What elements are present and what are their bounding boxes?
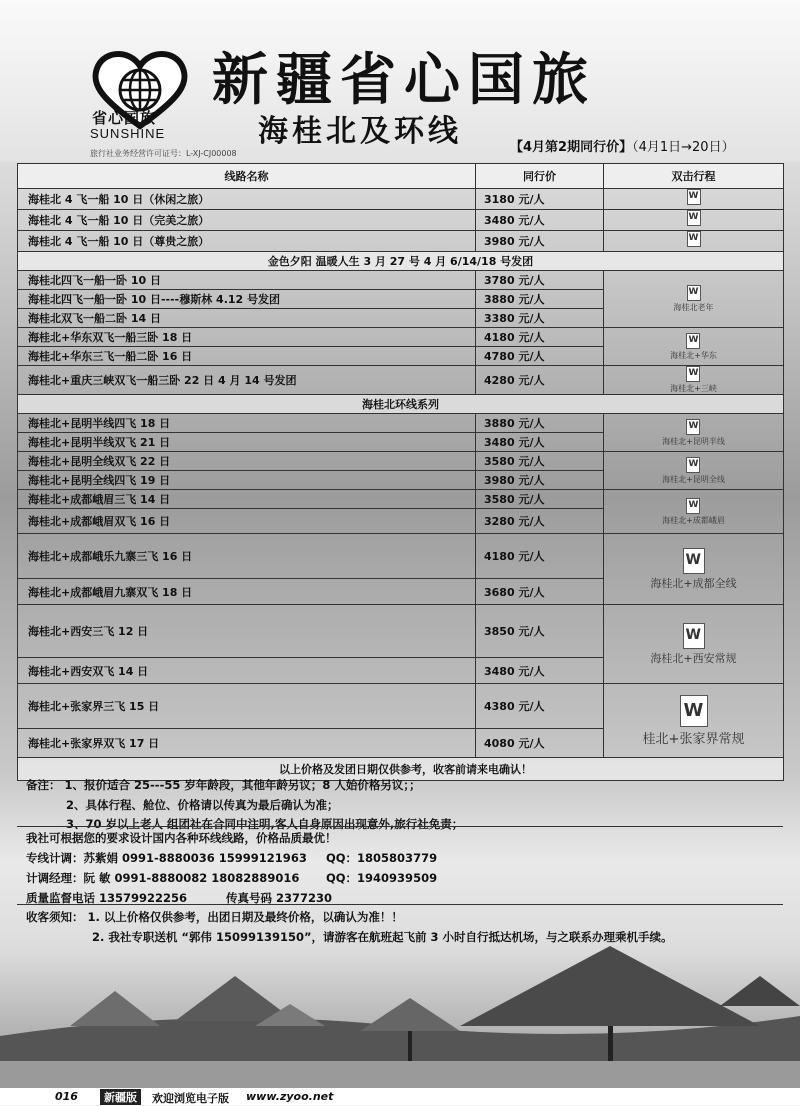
contact-intro: 我社可根据您的要求设计国内各种环线线路，价格品质最优！: [26, 831, 337, 845]
route-name: 海桂北+昆明半线四飞 18 日: [18, 414, 476, 433]
contact-qq: QQ：1805803779: [326, 851, 438, 865]
itinerary-doc-link[interactable]: [604, 366, 784, 395]
itinerary-doc-link[interactable]: [604, 271, 784, 328]
footer: [0, 1088, 800, 1105]
doc-label: 海桂北+成都峨眉: [662, 515, 725, 525]
route-name: 海桂北+华东三飞一船二卧 16 日: [18, 347, 476, 366]
itinerary-doc-link[interactable]: [604, 605, 784, 684]
route-name: 海桂北+昆明全线四飞 19 日: [18, 471, 476, 490]
route-name: 海桂北+成都峨乐九寨三飞 16 日: [18, 534, 476, 579]
col-header-price: 同行价: [476, 164, 604, 189]
route-name: 海桂北+张家界三飞 15 日: [18, 684, 476, 729]
word-doc-icon: [687, 231, 701, 247]
doc-label: 海桂北+三峡: [670, 384, 717, 393]
table-row: [18, 210, 784, 231]
col-header-itinerary: 双击行程: [604, 164, 784, 189]
table-header-row: [18, 164, 784, 189]
notice-label: 收客须知：: [26, 910, 84, 924]
fax-number: 传真号码 2377230: [226, 891, 333, 905]
table-row: [18, 328, 784, 347]
price-table: [17, 163, 784, 781]
footer-url[interactable]: www.zyoo.net: [246, 1090, 334, 1103]
section-row: [18, 252, 784, 271]
logo-chinese-name: 省心国旅: [92, 109, 157, 127]
remark-item: 1、报价适合 25---55 岁年龄段，其他年龄另议；8 人始价格另议；；: [64, 778, 421, 792]
table-row: [18, 271, 784, 290]
col-header-route: 线路名称: [18, 164, 476, 189]
table-row: [18, 189, 784, 210]
itinerary-doc-link[interactable]: [604, 452, 784, 490]
remark-item: 3、70 岁以上老人 组团社在合同中注明,客人自身原因出现意外,旅行社免责；: [66, 817, 464, 831]
license-number: 旅行社业务经营许可证号：L-XJ-CJ00008: [90, 149, 237, 158]
doc-label: 海桂北+华东: [670, 350, 717, 360]
route-name: 海桂北+昆明半线双飞 21 日: [18, 433, 476, 452]
notice-item: 2. 我社专职送机 “郭伟 15099139150”，请游客在航班起飞前 3 小时自行抵达机场，与之联系办理乘机手续。: [92, 930, 673, 944]
itinerary-doc-link[interactable]: [604, 210, 784, 231]
table-row: [18, 490, 784, 509]
word-doc-icon: [687, 189, 701, 205]
page-number: 016: [55, 1090, 78, 1103]
beach-huts-photo: [0, 946, 800, 1090]
route-name: 海桂北+西安双飞 14 日: [18, 658, 476, 684]
route-price: 3380 元/人: [476, 309, 604, 328]
section-row: [18, 395, 784, 414]
table-row: [18, 605, 784, 658]
price-period: [510, 136, 735, 155]
contact-qq: QQ：1940939509: [326, 871, 438, 885]
route-name: 海桂北 4 飞一船 10 日（完美之旅）: [18, 210, 476, 231]
page-title: 新疆省心国旅: [212, 47, 596, 113]
route-price: 3850 元/人: [476, 605, 604, 658]
remarks-label: 备注：: [26, 778, 61, 792]
divider: [17, 904, 783, 905]
route-price: 3980 元/人: [476, 231, 604, 252]
route-price: 4180 元/人: [476, 328, 604, 347]
table-row: [18, 231, 784, 252]
table-footnote: 以上价格及发团日期仅供参考，收客前请来电确认！: [18, 758, 784, 781]
route-name: 海桂北四飞一船一卧 10 日: [18, 271, 476, 290]
route-price: 3180 元/人: [476, 189, 604, 210]
route-price: 4080 元/人: [476, 729, 604, 758]
contact-line: 计调经理：阮 敏 0991-8880082 18082889016: [26, 871, 300, 885]
word-doc-icon: [686, 457, 700, 473]
page-subtitle: 海桂北及环线: [258, 114, 462, 149]
word-doc-icon: [686, 419, 700, 435]
itinerary-doc-link[interactable]: [604, 231, 784, 252]
route-price: 3480 元/人: [476, 210, 604, 231]
route-price: 3780 元/人: [476, 271, 604, 290]
route-price: 3880 元/人: [476, 414, 604, 433]
route-price: 3280 元/人: [476, 509, 604, 534]
section-title: 金色夕阳 温暖人生 3 月 27 号 4 月 6/14/18 号发团: [18, 252, 784, 271]
notice-item: 1. 以上价格仅供参考，出团日期及最终价格，以确认为准！！: [87, 910, 403, 924]
word-doc-icon: [686, 366, 700, 382]
footer-slogan: 欢迎浏览电子版: [152, 1092, 229, 1105]
route-name: 海桂北 4 飞一船 10 日（尊贵之旅）: [18, 231, 476, 252]
route-name: 海桂北+华东双飞一船三卧 18 日: [18, 328, 476, 347]
doc-label: 桂北+张家界常规: [642, 731, 745, 747]
route-price: 3980 元/人: [476, 471, 604, 490]
route-name: 海桂北四飞一船一卧 10 日----穆斯林 4.12 号发团: [18, 290, 476, 309]
doc-label: 海桂北+昆明半线: [662, 436, 725, 446]
table-row: [18, 684, 784, 729]
route-name: 海桂北+成都峨眉三飞 14 日: [18, 490, 476, 509]
doc-label: 海桂北+西安常规: [650, 651, 737, 665]
period-range: （4月1日→20日）: [632, 140, 735, 155]
route-price: 3680 元/人: [476, 579, 604, 605]
route-price: 3580 元/人: [476, 452, 604, 471]
itinerary-doc-link[interactable]: [604, 534, 784, 605]
divider: [17, 826, 783, 827]
route-name: 海桂北+昆明全线双飞 22 日: [18, 452, 476, 471]
word-doc-icon: [686, 333, 700, 349]
word-doc-icon: [680, 695, 708, 727]
word-doc-icon: [687, 210, 701, 226]
route-price: 4380 元/人: [476, 684, 604, 729]
word-doc-icon: [683, 548, 705, 574]
header: [0, 0, 800, 162]
route-name: 海桂北+张家界双飞 17 日: [18, 729, 476, 758]
itinerary-doc-link[interactable]: [604, 189, 784, 210]
itinerary-doc-link[interactable]: [604, 684, 784, 758]
route-price: 3480 元/人: [476, 658, 604, 684]
route-name: 海桂北+成都峨眉双飞 16 日: [18, 509, 476, 534]
contact-info: [26, 828, 437, 908]
word-doc-icon: [687, 285, 701, 301]
route-name: 海桂北+重庆三峡双飞一船三卧 22 日 4 月 14 号发团: [18, 366, 476, 395]
logo-english-name: SUNSHINE: [90, 126, 166, 141]
route-name: 海桂北+成都峨眉九寨双飞 18 日: [18, 579, 476, 605]
route-price: 3480 元/人: [476, 433, 604, 452]
route-price: 4780 元/人: [476, 347, 604, 366]
table-row: [18, 452, 784, 471]
itinerary-doc-link[interactable]: [604, 490, 784, 534]
word-doc-icon: [683, 623, 705, 649]
route-price: 4180 元/人: [476, 534, 604, 579]
contact-line: 专线计调：苏紫娟 0991-8880036 15999121963: [26, 851, 307, 865]
table-row: [18, 534, 784, 579]
quality-phone: 质量监督电话 13579922256: [26, 891, 188, 905]
route-name: 海桂北双飞一船二卧 14 日: [18, 309, 476, 328]
customer-notice: [26, 907, 673, 947]
edition-tag: 新疆版: [100, 1089, 141, 1105]
word-doc-icon: [686, 498, 700, 514]
itinerary-doc-link[interactable]: [604, 414, 784, 452]
route-name: 海桂北+西安三飞 12 日: [18, 605, 476, 658]
doc-label: 海桂北+昆明全线: [662, 474, 725, 484]
route-price: 4280 元/人: [476, 366, 604, 395]
section-title: 海桂北环线系列: [18, 395, 784, 414]
period-tag: 【4月第2期同行价】: [510, 140, 633, 155]
route-price: 3880 元/人: [476, 290, 604, 309]
route-name: 海桂北 4 飞一船 10 日（休闲之旅）: [18, 189, 476, 210]
doc-label: 海桂北老年: [673, 303, 714, 312]
remark-item: 2、具体行程、舱位、价格请以传真为最后确认为准；: [66, 797, 339, 812]
route-price: 3580 元/人: [476, 490, 604, 509]
itinerary-doc-link[interactable]: [604, 328, 784, 366]
doc-label: 海桂北+成都全线: [650, 576, 737, 590]
table-row: [18, 414, 784, 433]
table-row: [18, 366, 784, 395]
